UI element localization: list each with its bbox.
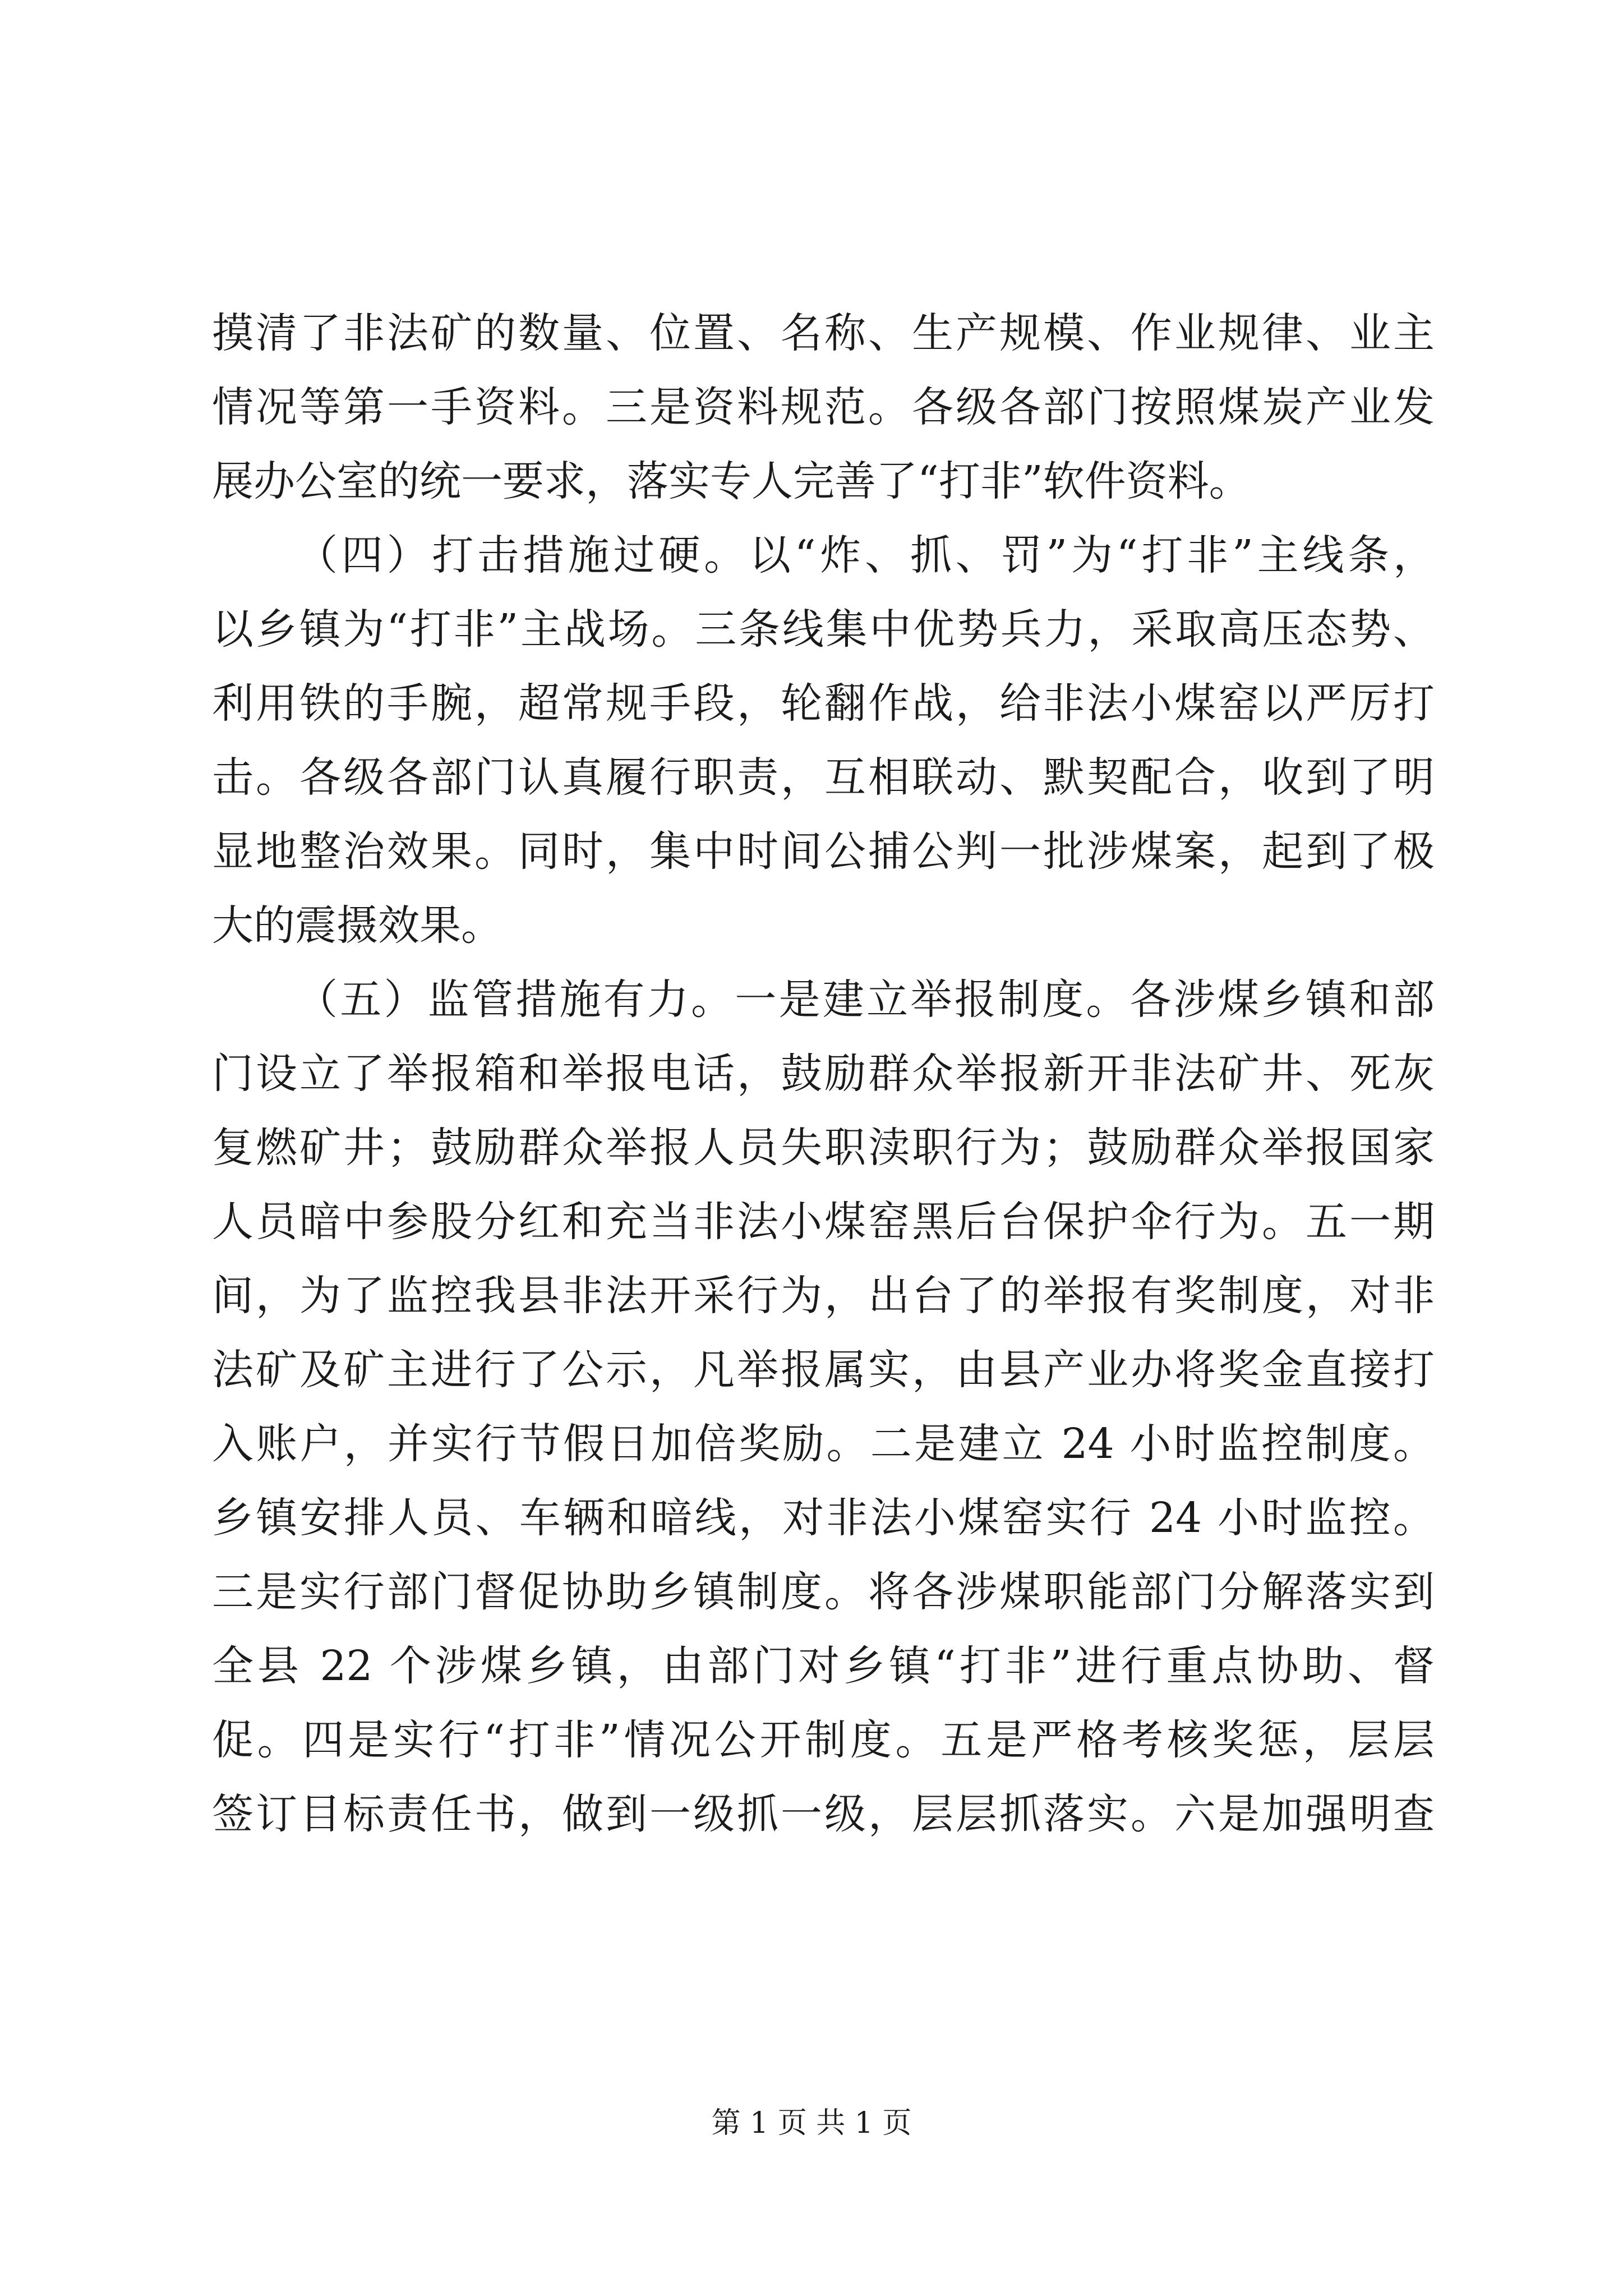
text-line: 情况等第一手资料。三是资料规范。各级各部门按照煤炭产业发: [212, 383, 1435, 431]
text-line: 全县 22 个涉煤乡镇，由部门对乡镇“打非”进行重点协助、督: [212, 1642, 1435, 1690]
body-text: [212, 296, 1435, 1851]
text-line: 法矿及矿主进行了公示，凡举报属实，由县产业办将奖金直接打: [212, 1346, 1435, 1394]
section-four-heading-line: （四）打击措施过硬。以“炸、抓、罚”为“打非”主线条，: [296, 531, 1435, 579]
text-line: 入账户，并实行节假日加倍奖励。二是建立 24 小时监控制度。: [212, 1420, 1435, 1468]
text-line: 击。各级各部门认真履行职责，互相联动、默契配合，收到了明: [212, 753, 1435, 802]
section-five-heading-line: （五）监管措施有力。一是建立举报制度。各涉煤乡镇和部: [296, 976, 1435, 1024]
text-line: 促。四是实行“打非”情况公开制度。五是严格考核奖惩，层层: [212, 1716, 1435, 1764]
text-line: 三是实行部门督促协助乡镇制度。将各涉煤职能部门分解落实到: [212, 1568, 1435, 1616]
text-line: 利用铁的手腕，超常规手段，轮翻作战，给非法小煤窑以严厉打: [212, 679, 1435, 728]
text-line: 以乡镇为“打非”主战场。三条线集中优势兵力，采取高压态势、: [212, 605, 1435, 654]
text-line: 复燃矿井；鼓励群众举报人员失职渎职行为；鼓励群众举报国家: [212, 1124, 1435, 1172]
text-line: 大的震摄效果。: [212, 901, 502, 950]
text-line: 间，为了监控我县非法开采行为，出台了的举报有奖制度，对非: [212, 1272, 1435, 1320]
text-line: 展办公室的统一要求，落实专人完善了“打非”软件资料。: [212, 457, 1251, 505]
page-number-footer: 第 1 页 共 1 页: [711, 2106, 912, 2140]
text-line: 门设立了举报箱和举报电话，鼓励群众举报新开非法矿井、死灰: [212, 1050, 1435, 1098]
text-line: 人员暗中参股分红和充当非法小煤窑黑后台保护伞行为。五一期: [212, 1198, 1435, 1246]
text-line: 乡镇安排人员、车辆和暗线，对非法小煤窑实行 24 小时监控。: [212, 1494, 1435, 1542]
text-line: 签订目标责任书，做到一级抓一级，层层抓落实。六是加强明查: [212, 1790, 1435, 1838]
text-line: 显地整治效果。同时，集中时间公捕公判一批涉煤案，起到了极: [212, 827, 1435, 876]
text-line: 摸清了非法矿的数量、位置、名称、生产规模、作业规律、业主: [212, 309, 1435, 357]
